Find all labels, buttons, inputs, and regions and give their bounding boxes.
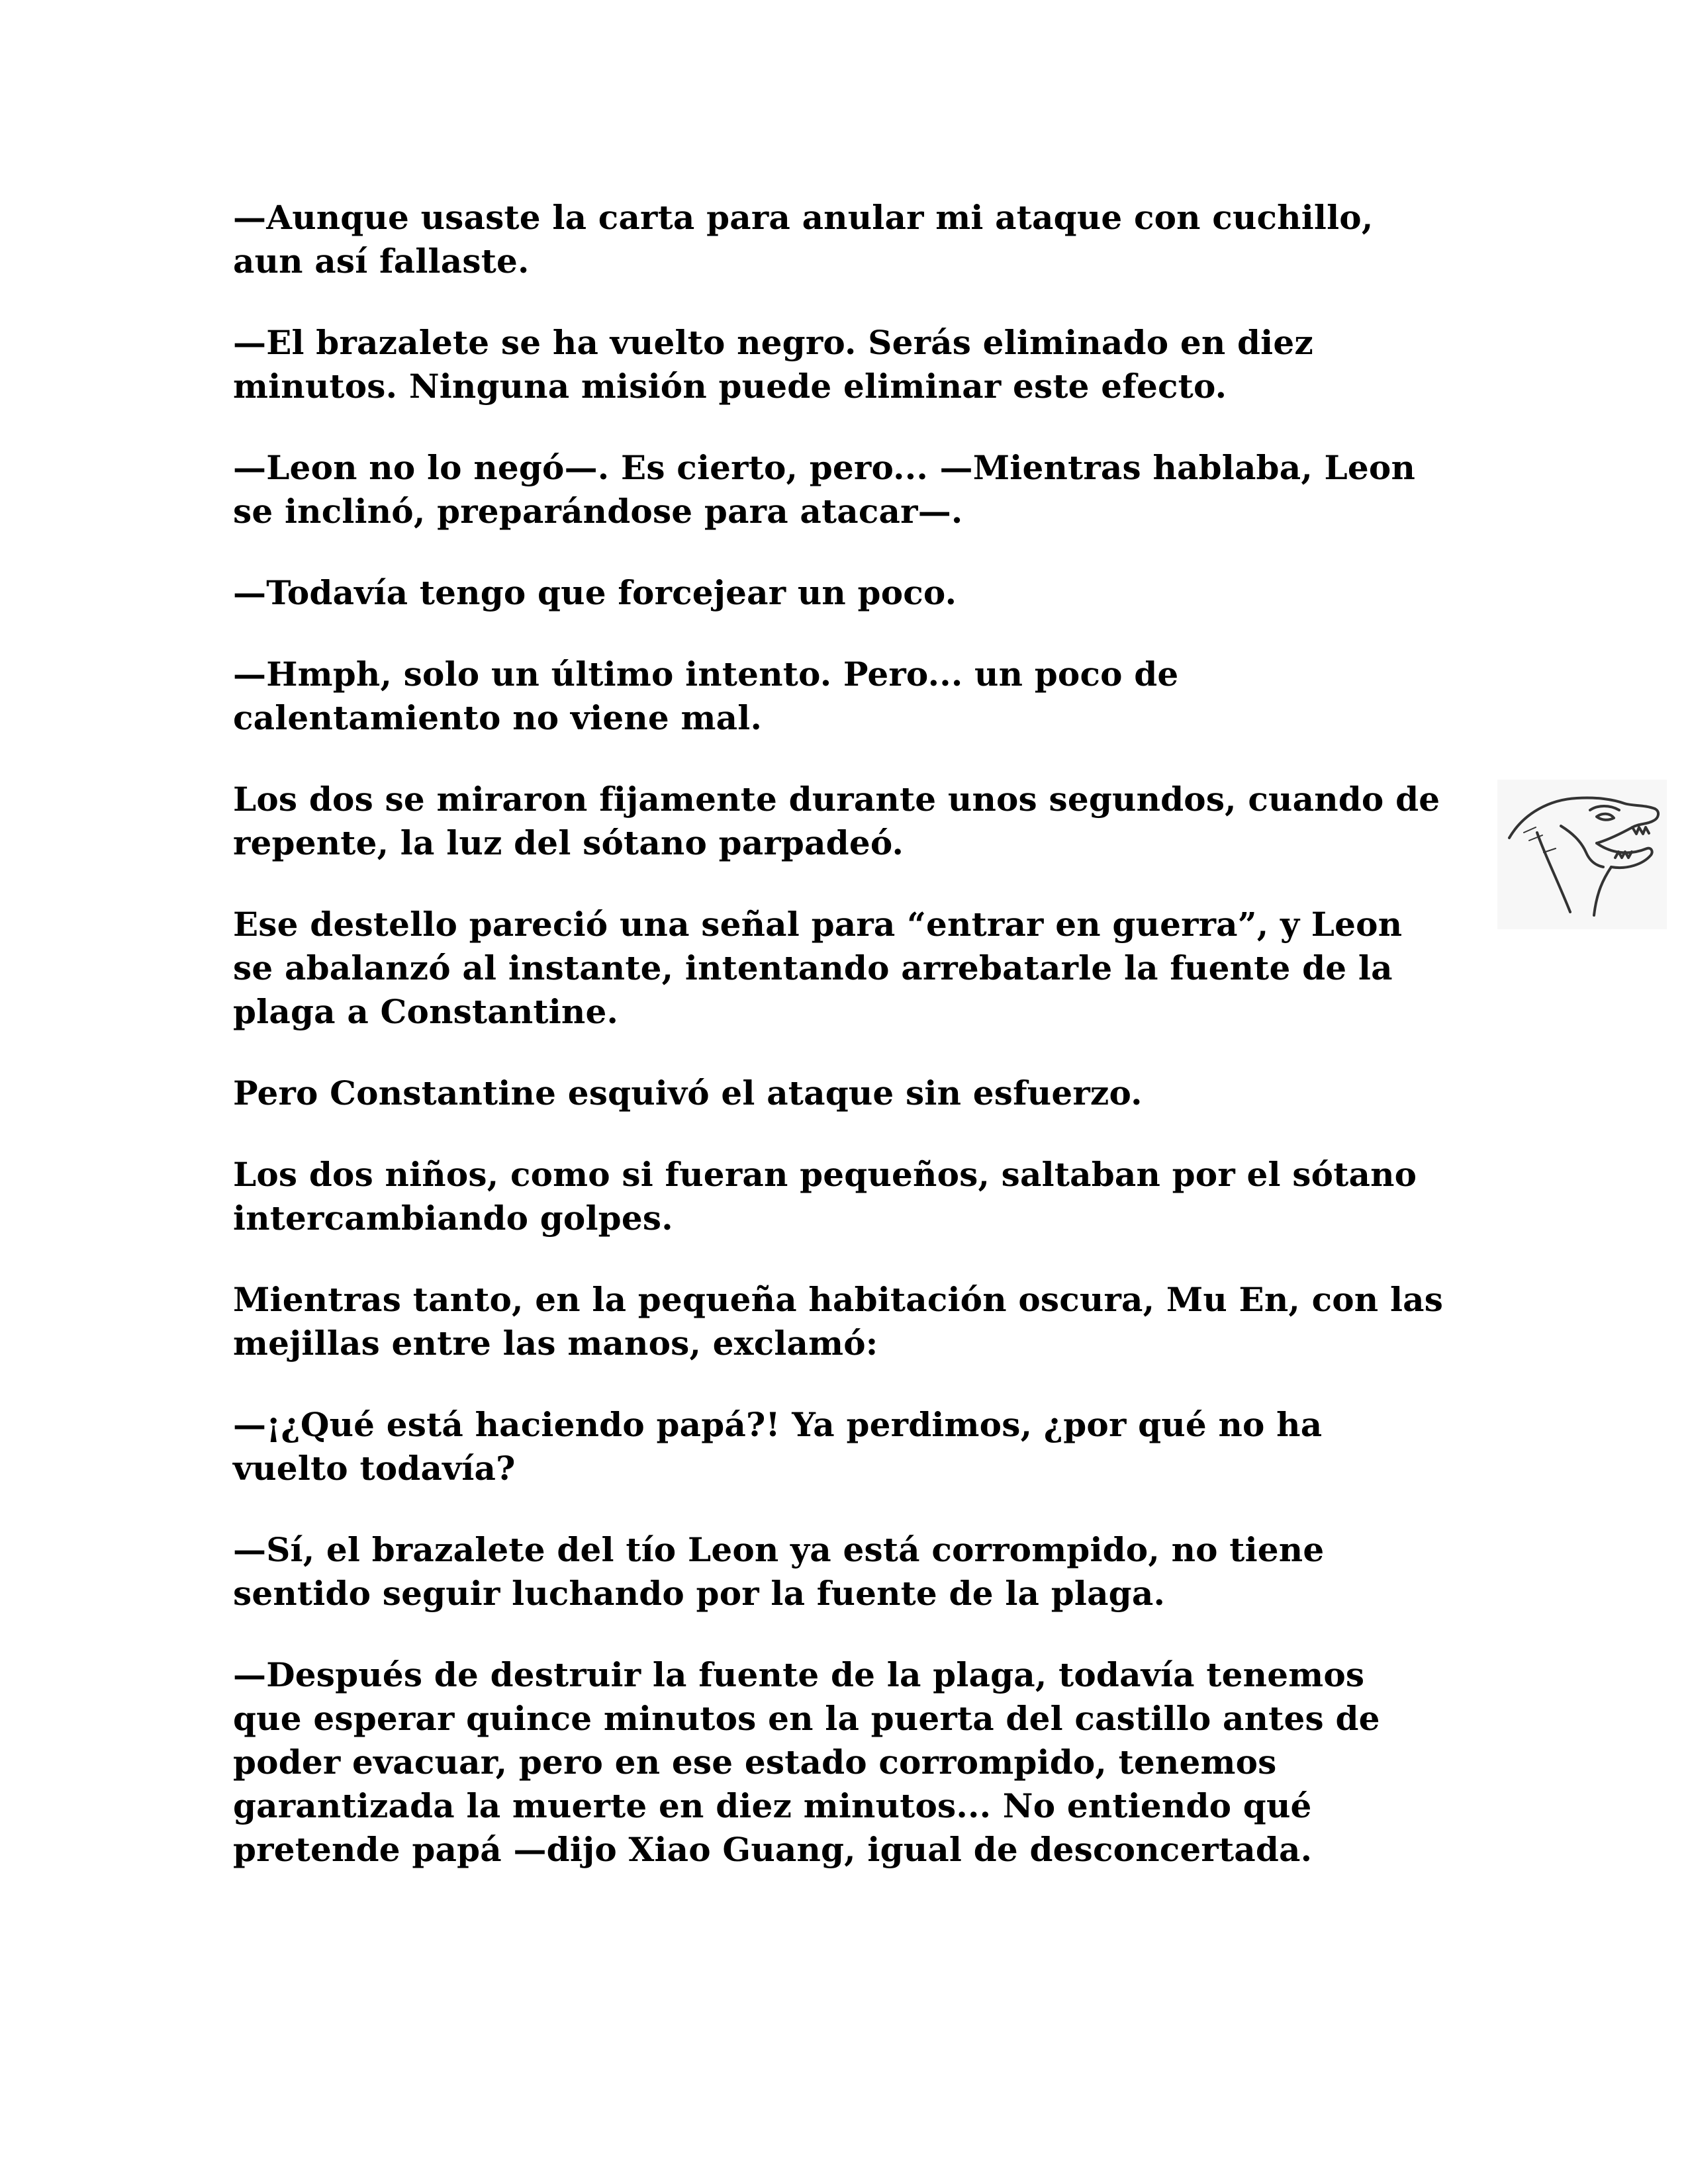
paragraph: Pero Constantine esquivó el ataque sin esfuerzo.	[233, 1073, 1143, 1113]
paragraph: Mientras tanto, en la pequeña habitación oscura, Mu En, con las mejillas entre las manos, exclamó:	[233, 1280, 1444, 1363]
dinosaur-head-sketch-icon	[1497, 780, 1667, 929]
paragraph: —Aunque usaste la carta para anular mi ataque con cuchillo, aun así fallaste.	[233, 198, 1374, 281]
paragraph: Los dos se miraron fijamente durante unos segundos, cuando de repente, la luz del sótano parpadeó.	[233, 780, 1440, 862]
paragraph: —¡¿Qué está haciendo papá?! Ya perdimos, ¿por qué no ha vuelto todavía?	[233, 1405, 1323, 1488]
paragraph: Ese destello pareció una señal para “entrar en guerra”, y Leon se abalanzó al instante, intentando arrebatarle la fuente de la plaga a Constantine.	[233, 905, 1403, 1031]
body-text	[233, 196, 1444, 1909]
paragraph: —Después de destruir la fuente de la plaga, todavía tenemos que esperar quince minutos en la puerta del castillo antes de poder evacuar, pero en ese estado corrompido, tenemos garantizada la muerte en diez minutos... No entiendo qué pretende papá —dijo Xiao Guang, igual de desconcertada.	[233, 1655, 1380, 1869]
paragraph: —El brazalete se ha vuelto negro. Serás eliminado en diez minutos. Ninguna misión puede eliminar este efecto.	[233, 323, 1313, 406]
paragraph: —Leon no lo negó—. Es cierto, pero... —Mientras hablaba, Leon se inclinó, preparándose para atacar—.	[233, 448, 1416, 531]
paragraph: —Todavía tengo que forcejear un poco.	[233, 573, 957, 612]
paragraph: —Sí, el brazalete del tío Leon ya está corrompido, no tiene sentido seguir luchando por la fuente de la plaga.	[233, 1530, 1325, 1613]
paragraph: Los dos niños, como si fueran pequeños, saltaban por el sótano intercambiando golpes.	[233, 1155, 1417, 1238]
paragraph: —Hmph, solo un último intento. Pero... un poco de calentamiento no viene mal.	[233, 655, 1179, 737]
